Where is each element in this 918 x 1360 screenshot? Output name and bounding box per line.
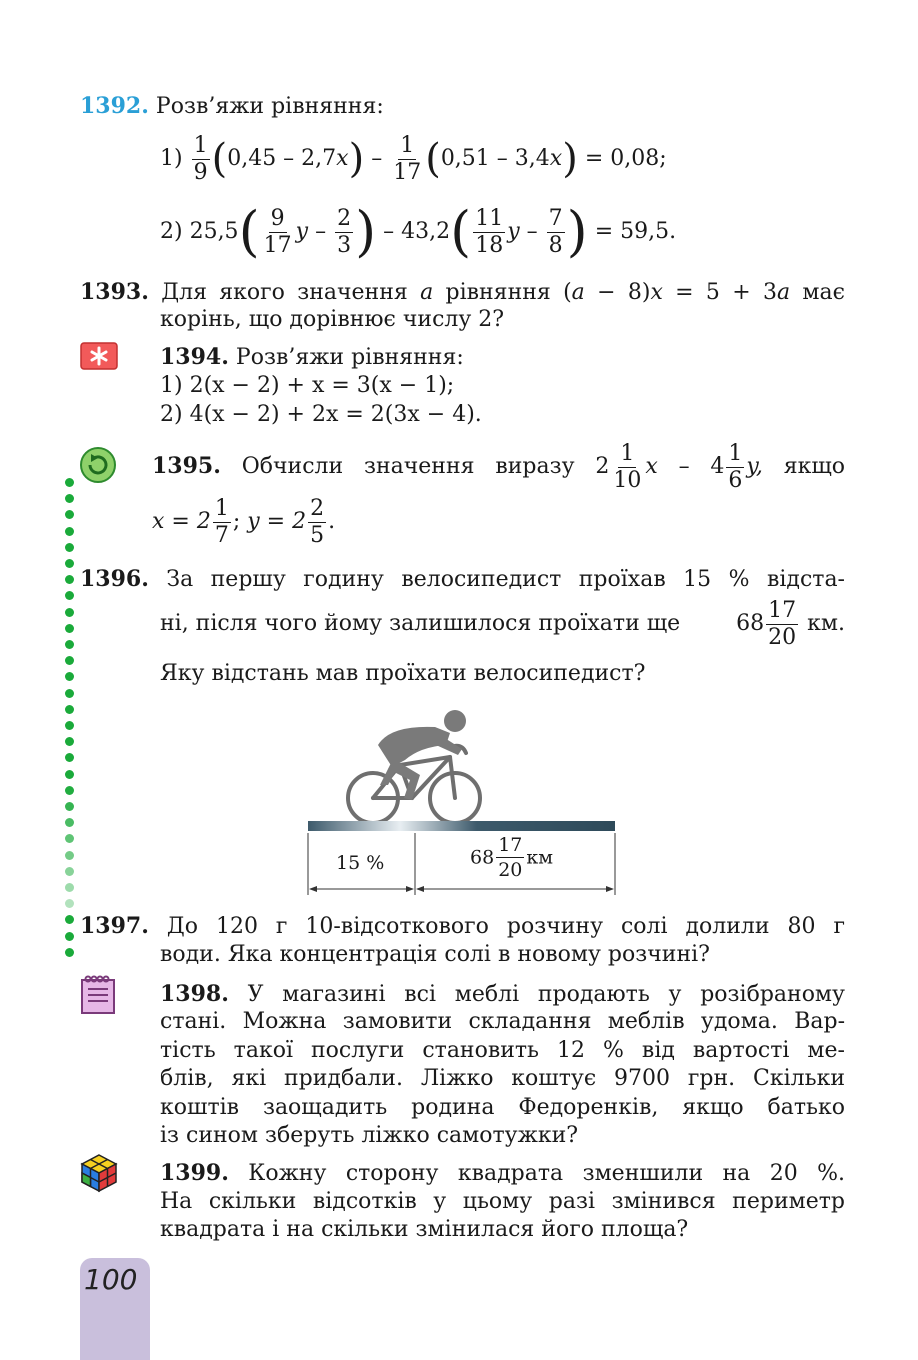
numerator: 1 [193,132,208,158]
numerator: 9 [270,205,285,231]
problem-number: 1397. [80,913,149,939]
fraction [335,206,353,259]
whole: 68 [470,846,495,869]
condition-y: y = 2 [247,509,307,534]
cyclist-diagram [300,705,630,900]
operator: – [526,219,538,244]
result: = 0,08; [584,146,667,171]
margin-dot [65,543,74,552]
term: – 4 [678,454,725,479]
variable: y, [746,454,763,479]
numerator: 1 [214,495,229,521]
variable: a [420,280,434,305]
fraction [611,441,643,494]
problem-number: 1396. [80,566,149,592]
paren: ( [238,200,260,263]
problem-1398-line1 [160,980,845,1009]
term: 0,45 – 2,7 [227,146,337,171]
denominator: 3 [337,232,352,258]
diagram-right-label [470,833,553,882]
term: – 43,2 [383,219,451,244]
problem-1398-line5: коштів заощадить родина Федоренків, якщо батько [160,1095,845,1120]
fraction [308,496,326,549]
eq-label: 1) [160,146,183,171]
margin-dot [65,705,74,714]
margin-dot [65,818,74,827]
problem-1396-line2 [160,596,845,652]
page-number: 100 [84,1263,138,1296]
problem-1392-header [80,92,384,121]
numerator: 11 [475,205,504,231]
denominator: 10 [613,467,642,493]
whole: 68 [736,611,765,636]
text: До 120 г 10-відсоткового розчину солі долили 80 г [166,914,846,939]
text: Обчисли [241,454,344,479]
margin-dot [65,834,74,843]
denominator: 18 [475,232,504,258]
numerator: 7 [548,205,563,231]
problem-1393-line1 [80,278,845,307]
numerator: 2 [337,205,352,231]
fraction [547,206,565,259]
margin-dot [65,948,74,957]
operator: – [315,219,327,244]
problem-1398-line4: блів, які придбали. Ліжко коштує 9700 грн. Скільки [160,1066,845,1091]
problem-title: Розв’яжи рівняння: [235,345,464,370]
text: ні, після чого йому залишилося проїхати ще [160,611,681,636]
text: − 8) [597,280,651,305]
problem-1399-line1 [160,1159,845,1188]
margin-dot [65,478,74,487]
variable: a [776,280,791,305]
margin-dot [65,851,74,860]
fraction [496,833,524,882]
distance [736,596,845,652]
problem-number: 1393. [80,279,149,305]
whole: 2 [595,454,610,479]
notepad-icon [80,975,116,1015]
text: значення [363,454,475,479]
margin-dot [65,737,74,746]
variable: x [549,146,563,171]
variable: x [650,280,663,305]
margin-dot [65,753,74,762]
numerator: 2 [310,495,325,521]
problem-1399-line3: квадрата і на скільки змінилася його площа? [160,1217,689,1242]
variable: x [645,454,658,479]
margin-dot [65,494,74,503]
variable: y [295,219,309,244]
numerator: 17 [498,834,523,856]
problem-1398-line6: із сином зберуть ліжко самотужки? [160,1123,579,1148]
problem-1395-line1 [152,440,845,494]
margin-dot [65,689,74,698]
problem-1398-line2: стані. Можна замовити складання меблів удома. Вар- [160,1009,845,1034]
fraction [391,133,423,186]
asterisk-icon [80,342,118,370]
unit: км. [807,611,845,636]
rubiks-cube-icon [78,1152,120,1194]
problem-1399-line2: На скільки відсотків у цьому разі змінився периметр [160,1189,845,1214]
denominator: 17 [393,159,422,185]
result: = 59,5. [594,219,677,244]
fraction [766,598,798,651]
numerator: 17 [768,597,797,623]
text: За першу годину велосипедист проїхав 15 % відста- [166,567,845,592]
problem-1394-eq1: 1) 2(x − 2) + x = 3(x − 1); [160,373,455,398]
margin-dot [65,802,74,811]
denominator: 9 [193,159,208,185]
fraction [213,496,231,549]
margin-dot [65,721,74,730]
text: має [802,280,845,305]
equation-1392-1 [160,132,667,186]
expression [595,440,763,493]
problem-1396-line1 [80,565,845,594]
unit: км [526,846,554,869]
problem-number: 1395. [152,453,221,479]
margin-dot [65,867,74,876]
operator: – [371,146,383,171]
term: 0,51 – 3,4 [440,146,550,171]
denominator: 6 [728,467,743,493]
margin-dot [65,915,74,924]
paren: ) [562,136,578,182]
problem-1395-line2 [152,494,335,550]
paren: ( [450,200,472,263]
margin-dot [65,575,74,584]
paren: ) [566,200,588,263]
variable: y [507,219,520,244]
problem-1394-header [160,343,464,372]
margin-dot [65,510,74,519]
margin-dot [65,899,74,908]
text: виразу [495,454,575,479]
diagram-left-label: 15 % [336,852,385,874]
problem-1397-line1 [80,912,845,941]
problem-1396-line3: Яку відстань мав проїхати велосипедист? [160,661,646,686]
paren: ) [348,136,365,182]
problem-1394-eq2: 2) 4(x − 2) + 2x = 2(3x − 4). [160,402,482,427]
numerator: 1 [620,440,635,466]
fraction [726,441,744,494]
text: якщо [783,454,846,479]
denominator: 7 [214,522,229,548]
denominator: 20 [768,624,797,650]
refresh-icon [79,446,117,484]
fraction [262,206,294,259]
denominator: 17 [263,232,292,258]
margin-dot [65,624,74,633]
paren: ( [425,136,441,182]
punct: ; [232,509,241,534]
margin-dot [65,883,74,892]
denominator: 5 [310,522,325,548]
fraction [192,133,210,186]
variable: a [571,280,585,305]
text: У магазині всі меблі продають у розібраному [247,982,845,1007]
margin-dot [65,770,74,779]
problem-1398-line3: тість такої послуги становить 12 % від вартості ме- [160,1038,845,1063]
margin-dot [65,640,74,649]
problem-number: 1398. [160,981,229,1007]
fraction [473,206,505,259]
variable: x [336,146,349,171]
denominator: 8 [548,232,563,258]
problem-number: 1392. [80,93,149,119]
text: рівняння ( [445,280,572,305]
problem-1397-line2: води. Яка концентрація солі в новому розчині? [160,942,710,967]
problem-1393-line2: корінь, що дорівнює числу 2? [160,307,505,332]
margin-dot [65,591,74,600]
margin-dot [65,527,74,536]
numerator: 1 [728,440,743,466]
text: Кожну сторону квадрата зменшили на 20 %. [248,1161,845,1186]
text: Для якого значення [161,280,408,305]
paren: ) [355,200,377,263]
margin-dot [65,786,74,795]
denominator: 20 [498,859,523,881]
margin-dot [65,656,74,665]
problem-number: 1399. [160,1160,229,1186]
punct: . [328,509,336,534]
numerator: 1 [400,132,415,158]
margin-dot [65,932,74,941]
margin-dot [65,559,74,568]
margin-dot [65,608,74,617]
problem-title: Розв’яжи рівняння: [155,94,384,119]
text: = 5 + 3 [675,280,777,305]
condition-x: x = 2 [152,509,211,534]
problem-number: 1394. [160,344,229,370]
equation-1392-2 [160,202,676,262]
margin-dot [65,672,74,681]
eq-label: 2) 25,5 [160,219,239,244]
paren: ( [211,136,228,182]
